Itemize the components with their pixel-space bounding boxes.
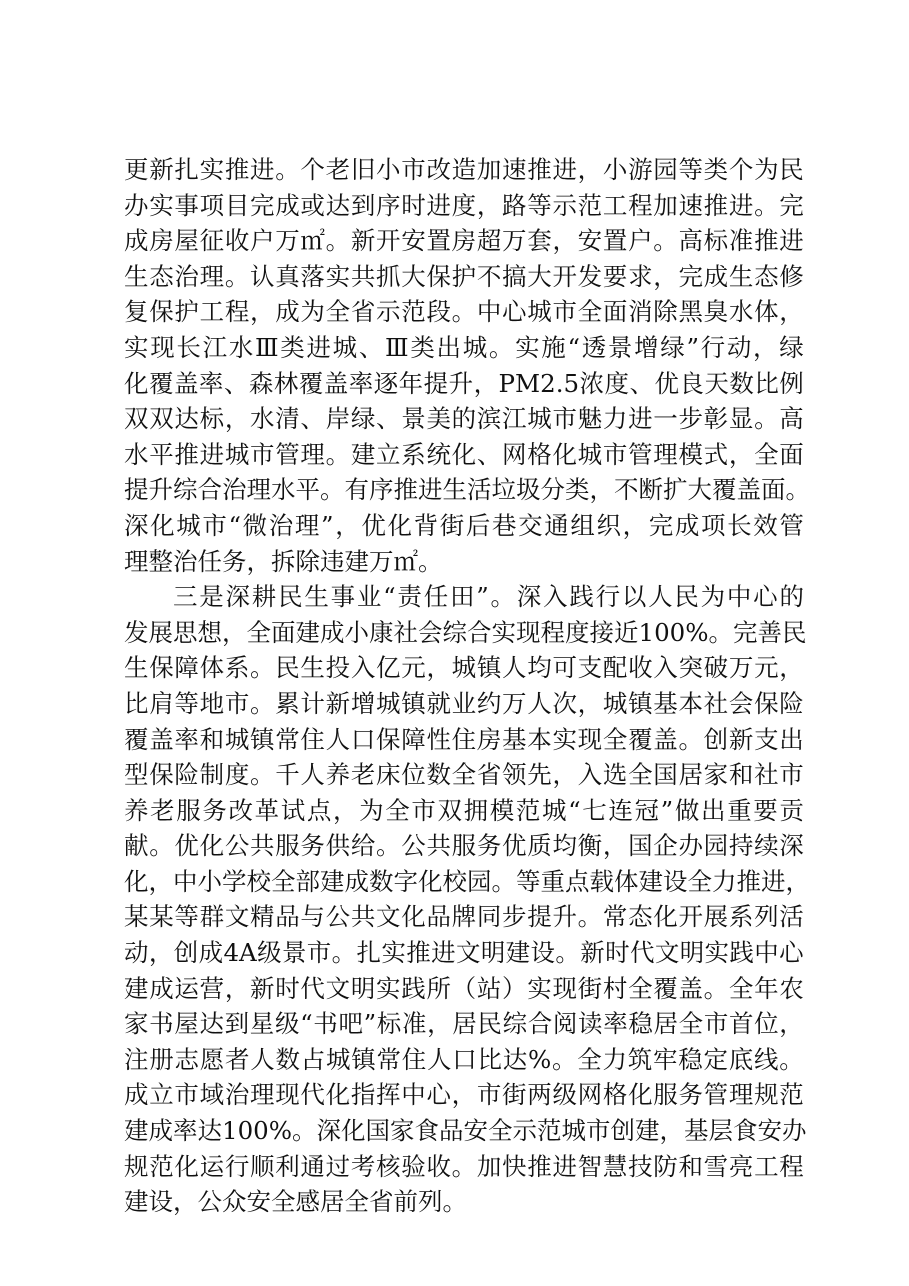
text-line: 养 老 服 务 改 革 试 点 ， 为 全 市 双 拥 模 范 城 “ 七 连 冠 ” 做 出 重 要 贡	[124, 795, 804, 825]
text-line: 比 肩 等 地 市 。 累 计 新 增 城 镇 就 业 约 万 人 次 ， 城 镇 基 本 社 会 保 险	[124, 688, 804, 718]
text-line: 动 ， 创 成 4A 级 景 市 。 扎 实 推 进 文 明 建 设 。 新 时 代 文 明 实 践 中 心	[124, 938, 804, 968]
text-line: 双 双 达 标 ， 水 清 、 岸 绿 、 景 美 的 滨 江 城 市 魅 力 进 一 步 彰 显 。 高	[124, 404, 804, 434]
text-line: 成 立 市 域 治 理 现 代 化 指 挥 中 心 ， 市 街 两 级 网 格 化 服 务 管 理 规 范	[124, 1080, 804, 1110]
text-line: 建 成 运 营 ， 新 时 代 文 明 实 践 所 （ 站 ） 实 现 街 村 全 覆 盖 。 全 年 农	[124, 973, 804, 1003]
text-line: 更 新 扎 实 推 进 。 个 老 旧 小 市 改 造 加 速 推 进 ， 小 游 园 等 类 个 为 民	[124, 155, 804, 184]
text-line: 成 房 屋 征 收 户 万 ㎡ 。 新 开 安 置 房 超 万 套 ， 安 置 户 。 高 标 准 推 进	[124, 226, 804, 256]
text-line: 实 现 长 江 水 Ⅲ 类 进 城 、 Ⅲ 类 出 城 。 实 施 “ 透 景 增 绿 ” 行 动 ， 绿	[124, 332, 804, 362]
text-line: 覆 盖 率 和 城 镇 常 住 人 口 保 障 性 住 房 基 本 实 现 全 覆 盖 。 创 新 支 出	[124, 724, 804, 754]
text-line: 建 成 率 达 100% 。 深 化 国 家 食 品 安 全 示 范 城 市 创 建 ， 基 层 食 安 办	[124, 1116, 807, 1146]
text-line: 型 保 险 制 度 。 千 人 养 老 床 位 数 全 省 领 先 ， 入 选 全 国 居 家 和 社 市	[124, 760, 804, 790]
text-line: 化 ， 中 小 学 校 全 部 建 成 数 字 化 校 园 。 等 重 点 载 体 建 设 全 力 推 进 ，	[124, 866, 810, 896]
text-line: 三 是 深 耕 民 生 事 业 “ 责 任 田 ” 。 深 入 践 行 以 人 民 为 中 心 的	[173, 582, 804, 612]
text-line: 复 保 护 工 程 ， 成 为 全 省 示 范 段 。 中 心 城 市 全 面 消 除 黑 臭 水 体 ，	[124, 297, 804, 327]
text-line: 理整治任务，拆除违建万㎡。	[124, 546, 443, 576]
text-line: 办 实 事 项 目 完 成 或 达 到 序 时 进 度 ， 路 等 示 范 工 程 加 速 推 进 。 完	[124, 190, 804, 220]
text-line: 发 展 思 想 ， 全 面 建 成 小 康 社 会 综 合 实 现 程 度 接 近 100% 。 完 善 民	[124, 617, 807, 647]
text-line: 深 化 城 市 “ 微 治 理 ” ， 优 化 背 街 后 巷 交 通 组 织 ， 完 成 项 长 效 管	[124, 510, 804, 540]
text-line: 建设，公众安全感居全省前列。	[124, 1187, 467, 1217]
text-line: 献 。 优 化 公 共 服 务 供 给 。 公 共 服 务 优 质 均 衡 ， 国 企 办 园 持 续 深	[124, 831, 804, 861]
text-line: 规 范 化 运 行 顺 利 通 过 考 核 验 收 。 加 快 推 进 智 慧 技 防 和 雪 亮 工 程	[124, 1151, 804, 1181]
text-line: 生 保 障 体 系 。 民 生 投 入 亿 元 ， 城 镇 人 均 可 支 配 收 入 突 破 万 元 ，	[124, 653, 804, 683]
text-line: 注 册 志 愿 者 人 数 占 城 镇 常 住 人 口 比 达 % 。 全 力 筑 牢 稳 定 底 线 。	[124, 1044, 804, 1074]
text-line: 家 书 屋 达 到 星 级 “ 书 吧 ” 标 准 ， 居 民 综 合 阅 读 率 稳 居 全 市 首 位 ，	[124, 1009, 804, 1039]
text-line: 化 覆 盖 率 、 森 林 覆 盖 率 逐 年 提 升 ， PM2.5 浓 度 、 优 良 天 数 比 例	[124, 368, 804, 398]
text-line: 生 态 治 理 。 认 真 落 实 共 抓 大 保 护 不 搞 大 开 发 要 求 ， 完 成 生 态 修	[124, 261, 804, 291]
text-line: 提 升 综 合 治 理 水 平 。 有 序 推 进 生 活 垃 圾 分 类 ， 不 断 扩 大 覆 盖 面 。	[124, 475, 810, 505]
body-text	[124, 152, 810, 1220]
text-line: 某 某 等 群 文 精 品 与 公 共 文 化 品 牌 同 步 提 升 。 常 态 化 开 展 系 列 活	[124, 902, 804, 932]
text-line: 水 平 推 进 城 市 管 理 。 建 立 系 统 化 、 网 格 化 城 市 管 理 模 式 ， 全 面	[124, 439, 804, 469]
